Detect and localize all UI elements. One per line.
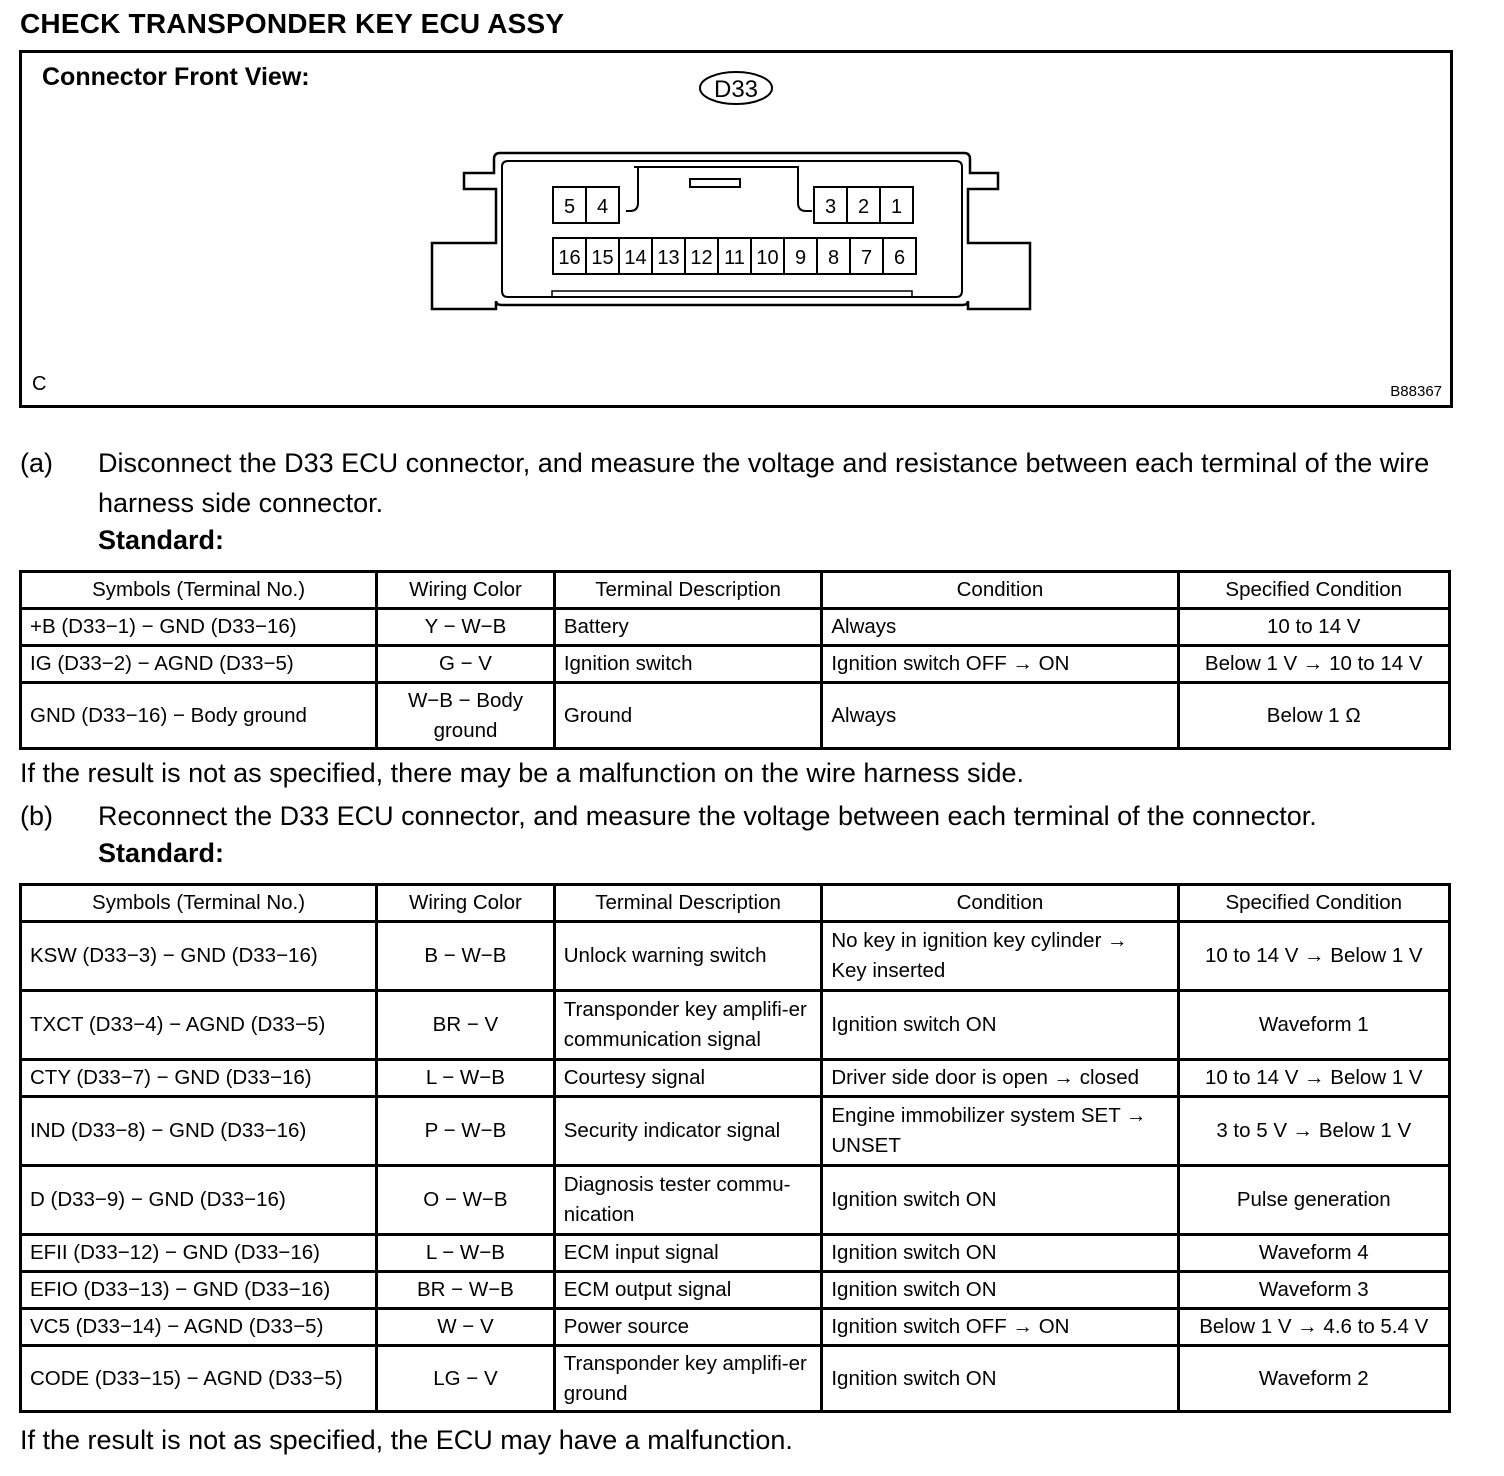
pin-number: 14 (624, 247, 647, 269)
pin-number: 7 (860, 247, 873, 269)
connector-pin (718, 238, 751, 274)
spec-table-a (19, 570, 1451, 750)
table-cell: B − W−B (377, 922, 555, 991)
table-cell: Power source (554, 1309, 822, 1346)
connector-pin (880, 187, 913, 223)
table-cell: O − W−B (377, 1166, 555, 1235)
table-cell: TXCT (D33−4) − AGND (D33−5) (21, 991, 377, 1060)
table-cell: L − W−B (377, 1060, 555, 1097)
table-row (21, 1346, 1450, 1412)
table-row (21, 1235, 1450, 1272)
column-header: Specified Condition (1178, 572, 1449, 609)
pin-number: 11 (724, 247, 745, 269)
pin-number: 15 (591, 247, 614, 269)
standard-label-a: Standard: (98, 525, 225, 555)
column-header: Symbols (Terminal No.) (21, 885, 377, 922)
table-cell: W − V (377, 1309, 555, 1346)
figure-code: B88367 (1390, 383, 1442, 400)
table-cell: Ignition switch ON (822, 1346, 1178, 1412)
column-header: Specified Condition (1178, 885, 1449, 922)
connector-pin (814, 187, 847, 223)
table-cell: BR − V (377, 991, 555, 1060)
column-header: Terminal Description (554, 572, 822, 609)
table-row (21, 609, 1450, 646)
table-cell: 10 to 14 V (1178, 609, 1449, 646)
pin-number: 4 (596, 196, 609, 218)
pins-top-left (553, 187, 619, 223)
table-row (21, 991, 1450, 1060)
table-cell: Ignition switch (554, 646, 822, 683)
pin-number: 16 (558, 247, 581, 269)
connector-latch (690, 179, 740, 187)
table-row (21, 646, 1450, 683)
table-cell: 3 to 5 V → Below 1 V (1178, 1097, 1449, 1166)
table-row (21, 1060, 1450, 1097)
table-row (21, 1272, 1450, 1309)
column-header: Condition (822, 885, 1178, 922)
table-cell: Battery (554, 609, 822, 646)
connector-pin (619, 238, 652, 274)
table-cell: 10 to 14 V → Below 1 V (1178, 922, 1449, 991)
column-header: Terminal Description (554, 885, 822, 922)
connector-pin (652, 238, 685, 274)
step-a-text: Disconnect the D33 ECU connector, and measure the voltage and resistance between each terminal of the wire harness side connector. (98, 448, 1430, 518)
table-cell: LG − V (377, 1346, 555, 1412)
column-header: Wiring Color (377, 885, 555, 922)
pin-number: 8 (827, 247, 840, 269)
table-cell: Below 1 V → 4.6 to 5.4 V (1178, 1309, 1449, 1346)
note-a: If the result is not as specified, there may be a malfunction on the wire harness side. (20, 758, 1025, 788)
table-row (21, 922, 1450, 991)
table-cell: Waveform 1 (1178, 991, 1449, 1060)
table-cell: D (D33−9) − GND (D33−16) (21, 1166, 377, 1235)
page-title: CHECK TRANSPONDER KEY ECU ASSY (20, 8, 565, 39)
figure-label: Connector Front View: (42, 63, 310, 91)
table-cell: Ignition switch ON (822, 991, 1178, 1060)
connector-key-slot (626, 167, 812, 211)
table-cell: Diagnosis tester commu-nication (554, 1166, 822, 1235)
connector-pin (586, 187, 619, 223)
table-header-row (21, 572, 1450, 609)
table-row (21, 1097, 1450, 1166)
connector-diagram (22, 53, 1450, 405)
standard-label-b: Standard: (98, 838, 225, 868)
table-cell: Always (822, 609, 1178, 646)
table-cell: GND (D33−16) − Body ground (21, 683, 377, 749)
connector-pin (847, 187, 880, 223)
note-b: If the result is not as specified, the ECU may have a malfunction. (20, 1425, 793, 1455)
connector-pin (586, 238, 619, 274)
table-row (21, 1166, 1450, 1235)
table-cell: Ignition switch ON (822, 1272, 1178, 1309)
table-cell: Ignition switch OFF → ON (822, 1309, 1178, 1346)
table-cell: P − W−B (377, 1097, 555, 1166)
pin-number: 13 (657, 247, 680, 269)
step-b-marker: (b) (20, 801, 53, 831)
table-cell: L − W−B (377, 1235, 555, 1272)
column-header: Wiring Color (377, 572, 555, 609)
step-b-text: Reconnect the D33 ECU connector, and measure the voltage between each terminal of the connector. (98, 801, 1317, 831)
table-cell: Security indicator signal (554, 1097, 822, 1166)
table-cell: Transponder key amplifi-er communication signal (554, 991, 822, 1060)
pin-number: 12 (690, 247, 713, 269)
connector-housing (432, 153, 1030, 309)
table-cell: KSW (D33−3) − GND (D33−16) (21, 922, 377, 991)
table-cell: Engine immobilizer system SET → UNSET (822, 1097, 1178, 1166)
pins-top-right (814, 187, 913, 223)
table-cell: W−B − Body ground (377, 683, 555, 749)
connector-pin (850, 238, 883, 274)
table-cell: IG (D33−2) − AGND (D33−5) (21, 646, 377, 683)
column-header: Condition (822, 572, 1178, 609)
table-cell: VC5 (D33−14) − AGND (D33−5) (21, 1309, 377, 1346)
connector-pin (784, 238, 817, 274)
connector-pin (883, 238, 916, 274)
table-cell: Waveform 2 (1178, 1346, 1449, 1412)
table-cell: Always (822, 683, 1178, 749)
table-row (21, 683, 1450, 749)
table-cell: IND (D33−8) − GND (D33−16) (21, 1097, 377, 1166)
table-cell: Below 1 V → 10 to 14 V (1178, 646, 1449, 683)
table-cell: CODE (D33−15) − AGND (D33−5) (21, 1346, 377, 1412)
table-cell: Ignition switch OFF → ON (822, 646, 1178, 683)
connector-pin (553, 187, 586, 223)
table-cell: Waveform 4 (1178, 1235, 1449, 1272)
table-cell: ECM output signal (554, 1272, 822, 1309)
connector-id-text: D33 (713, 76, 759, 103)
connector-figure (19, 50, 1453, 408)
connector-pin (553, 238, 586, 274)
table-header-row (21, 885, 1450, 922)
table-cell: CTY (D33−7) − GND (D33−16) (21, 1060, 377, 1097)
pin-number: 6 (893, 247, 906, 269)
table-cell: Waveform 3 (1178, 1272, 1449, 1309)
table-cell: Transponder key amplifi-er ground (554, 1346, 822, 1412)
table-cell: Courtesy signal (554, 1060, 822, 1097)
table-row (21, 1309, 1450, 1346)
table-cell: Ignition switch ON (822, 1166, 1178, 1235)
connector-pin (751, 238, 784, 274)
table-cell: Ground (554, 683, 822, 749)
pin-number: 10 (756, 247, 779, 269)
connector-pin (817, 238, 850, 274)
table-cell: EFIO (D33−13) − GND (D33−16) (21, 1272, 377, 1309)
table-cell: Below 1 Ω (1178, 683, 1449, 749)
table-cell: +B (D33−1) − GND (D33−16) (21, 609, 377, 646)
pin-number: 9 (794, 247, 807, 269)
table-cell: ECM input signal (554, 1235, 822, 1272)
table-cell: EFII (D33−12) − GND (D33−16) (21, 1235, 377, 1272)
table-cell: G − V (377, 646, 555, 683)
pin-number: 5 (563, 196, 576, 218)
figure-corner-mark: C (32, 373, 47, 395)
pin-number: 3 (824, 196, 837, 218)
table-cell: Pulse generation (1178, 1166, 1449, 1235)
table-cell: No key in ignition key cylinder → Key inserted (822, 922, 1178, 991)
pin-number: 2 (857, 196, 870, 218)
table-cell: Unlock warning switch (554, 922, 822, 991)
pins-bottom (553, 238, 916, 274)
column-header: Symbols (Terminal No.) (21, 572, 377, 609)
table-cell: 10 to 14 V → Below 1 V (1178, 1060, 1449, 1097)
connector-inner-wall (502, 161, 962, 297)
table-cell: BR − W−B (377, 1272, 555, 1309)
spec-table-b (19, 883, 1451, 1413)
connector-pin (685, 238, 718, 274)
pin-number: 1 (890, 196, 903, 218)
table-cell: Driver side door is open → closed (822, 1060, 1178, 1097)
table-cell: Y − W−B (377, 609, 555, 646)
table-cell: Ignition switch ON (822, 1235, 1178, 1272)
step-a-marker: (a) (20, 448, 53, 478)
